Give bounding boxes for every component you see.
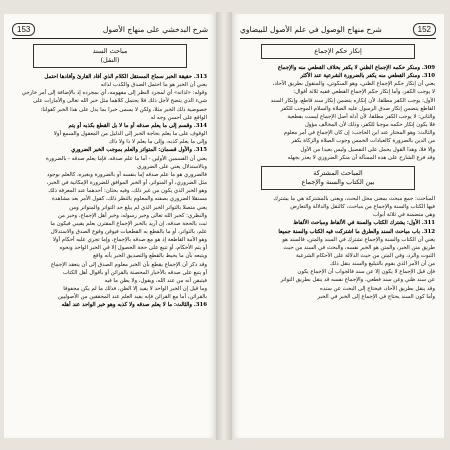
text-line: الوقوف على ما يعلم بحاجة الخبر إلى الدليل من المعقول والسمع أولا — [53, 131, 207, 138]
text-line: فلا يكون إنكار حكمه موجبا للكفر، وذلك لأن المخالف مؤول — [304, 122, 435, 129]
right-page-header-title: شرح منهاج الوصول في علم الأصول للبيضاوي — [240, 24, 382, 34]
text-line: وقوله: «لذاته» أي لمجرد النظر إلى مفهومه، أي بمجرده إذ بالإضافة إلى أمر خارجي — [21, 90, 207, 97]
text-line: خصوصية ذلك الخبر مثلا، ولكن لا يسمى خبرا بما يدل على هذا الخبر كقولنا: — [40, 106, 207, 113]
text-line: فإن قيل الإجماع لا يكون إلا عن سند فالجواب أن الإجماع يكون — [297, 269, 435, 276]
text-line: والثالث: وهو المختار عند ابن الحاجب: إن كان الإجماع في أمر معلوم — [283, 130, 435, 137]
text-line: يعني أن إنكار حكم الإجماع الظني، وهو السكوتي، والمنقول بطريق الآحاد، — [272, 81, 435, 88]
text-line: فالضروري هو ما علم صدقه إما بنفسه أو بالضرورة وبغيره، كالعلم بوجود — [46, 171, 207, 178]
text-line: أو يتم الأحكام، أو تتبع على حجة الحصول إلا في الخبر الواحد ونحوه — [59, 245, 207, 252]
right-text-block-b — [241, 195, 435, 301]
text-line: 313. حقيقة الخبر سماع المستقل الكلام الذي أفاد القارئ وأفادها احتمل — [44, 74, 207, 80]
text-line: 309. ومنكر حكمه الإجماع الظني لا يكفر بخلاف القطعي منه والإجماع — [277, 65, 435, 71]
text-line: وهي متضمنة في ثلاثة أبواب — [372, 212, 435, 219]
text-line: وهو الخبر الذي يكون من غير ذلك، وفيه بحثان: أحدهما عند المعرفة ذلك — [48, 188, 207, 195]
section-heading-line: إنكار حكم الإجماع — [314, 47, 362, 55]
section-heading-box — [261, 166, 414, 190]
text-line: وقد فرع الشارح على هذه المسألة أن منكر الضروري لا يعذر بجهله — [287, 154, 435, 161]
text-line: القاطع يتضمن إنكار صدق الرسول عليه الصلاة والسلام الموجب للكفر — [280, 105, 435, 112]
book-gutter — [216, 12, 232, 440]
text-line: مثل الضروري، أو المتواتر، أو الخبر الموافق للضرورة الإمكانية في الخبر، — [46, 180, 207, 187]
section-heading-line: مباحث السند — [92, 47, 128, 55]
right-page — [232, 14, 444, 438]
text-line: ويتبعه بأن ما يحيط بالقطع والتصديق الخبر بأنه واقع — [93, 253, 207, 260]
section-heading-line: المباحث المشتركة — [313, 168, 363, 177]
text-line: وهو الأمة القاطعة إذ هو مع صدقه بالإجماع، وإما تجري عليه أحكام أولا — [52, 237, 207, 244]
text-line: يعني أن القسمين الأولين - أما ما علم صدقه، فإما يعلم صدقه - بالضرورة — [46, 155, 207, 162]
section-heading-line: (النقل) — [100, 56, 120, 64]
section-heading-box — [261, 44, 414, 59]
text-line: وما قيل إن الخبر الواحد لا يفيد إلا الظن، فذلك ما لم يكن محفوفا — [63, 286, 207, 293]
left-page — [4, 14, 216, 438]
text-line: 310. ومنكر القطعي منه يكفر بالضرورة الشرعية عند الأكثر — [300, 73, 435, 80]
text-line: شيء الذي يتضح لأجل ذلك فلا يحتمل كلاهما مثل خبر الله تعالى والأمارات على — [33, 98, 207, 105]
text-line: أو يتبع على صدقه بالأخبار المحصنة بالقرائن أو بأقوال أهل الكتاب — [62, 269, 207, 276]
text-line: مستقلا الضروري بصفته والمعلوم بالنظر ذلك، كقول الأمر بعد مشاهدة — [51, 196, 207, 203]
text-line: يعني متصلا بالتواتر الخبر الذي لم يبلغ حد التواتر والمتواتر ومن — [69, 204, 207, 211]
text-line: لا يوجب الكفر، وأما إنكار حكم الإجماع القطعي ففيه ثلاثة أقوال: — [293, 89, 435, 96]
text-line: 314. وقسم إلى ما يعلم صدقه أو ما لا بل القطع بكذبه أو يتم — [68, 122, 207, 129]
text-line: وأما كون السند يحتاج في الإجماع إلى الخبر في الخبر — [317, 293, 435, 300]
text-line: من الدين بالضرورة كالعبادات الخمس وجوب الصلاة والزكاة يكفر — [291, 138, 435, 145]
text-line: الأول: يوجب الكفر مطلقا، لأن إنكاره يتضمن إنكار سند قاطع، وإنكار السند — [270, 97, 435, 104]
text-line: يعني أن الكتاب والسنة والإجماع تشترك في السند والمتن، فالسند هو — [282, 236, 435, 243]
text-line: 316. والثالث: ما لا يعلم صدقه ولا كذبه وهو خبر الواحد عند أهله — [61, 302, 207, 309]
text-line: 315. والأول قسمان: المتواتر والعلم بموجب الخبر الضروري — [71, 147, 207, 154]
right-text-block-a — [241, 64, 435, 162]
right-page-number: 152 — [413, 23, 436, 36]
text-line: الثبوت والرد، وفي المتن من حيث الدلالة على الأحكام الشرعية — [295, 252, 435, 259]
text-line: 312. باب مباحث السند والطرق ما اشتركت فيه الكتاب والسنة جميعا — [278, 228, 435, 235]
left-page-number: 153 — [12, 23, 35, 36]
text-line: وإلا فلا، وهذا القول يحمل على التفصيل وليس بعيدا من الأول — [300, 146, 435, 153]
text-line: المباحث: جمع مبحث بمعنى محل البحث، ويعنى بالمشتركة هي ما يشترك — [273, 195, 435, 202]
section-heading-box — [33, 44, 186, 68]
section-heading-line: بين الكتاب والسنة والإجماع — [301, 177, 375, 186]
text-line: فيها الكتاب والسنة والإجماع من مباحث، كالنقل والدلالة والتعارض — [290, 204, 435, 211]
text-line: طريق متن الخبر، والمتن هو الخبر نفسه، والبحث في السند من حيث — [283, 244, 435, 251]
left-text-block — [13, 73, 207, 310]
text-line: فيتيقن أنه من عند الله، ويقول، ولا يظن ما فيه — [104, 277, 207, 284]
right-page-body — [241, 44, 435, 432]
text-line: بالقرائن، أما مع القرائن فإنه يفيد العلم عند المحققين من الأصوليين — [57, 294, 207, 301]
text-line: 311. الأول: يشترك الكتاب والسنة في الألفاظ ومباحث الألفاظ — [293, 220, 435, 227]
text-line: والنظري: كخبر الله تعالى وخبر رسوله، وخبر أهل الإجماع، وخبر من — [57, 212, 207, 219]
text-line: الواقع على أحسن وجه له — [150, 114, 207, 121]
text-line: عن سند ظني وعن سند قطعي، والإجماع نفسه قد ينقل بطريق التواتر — [280, 277, 435, 284]
text-line: وإلى ما يعلم كذبه، وإلى ما يعلم لا ذا ولا ذاك — [108, 139, 207, 146]
text-line: يعني أن الخبر هو ما احتمل الصدق والكذب لذاته — [100, 82, 207, 89]
text-line: وقد ينقل بطريق الآحاد، فيحتاج إلى البحث عن سنده — [320, 285, 435, 292]
text-line: وقد ذكر أن الإجماع يقطع بأن الخبر معلوم الصدق إلى أن ينعقد الإجماع — [50, 261, 207, 268]
text-line: من أن الأمر الذي يقوم بالتبليغ والسند بنقل ذلك — [330, 261, 435, 268]
left-page-body — [13, 44, 207, 432]
left-page-header-title: شرح البدخشي على منهاج الأصول — [102, 24, 208, 34]
text-line: ثبت بالحجة صدقه، إن أريد بالخبر الإجماع المقترن بعلم يقيني فيكون ما — [50, 220, 207, 227]
left-page-header — [12, 20, 208, 39]
text-line: علم، بالتواتر، أو ما بالقطع به القطعيات فيوقن وقوع الصدق والاستدلال — [50, 228, 207, 235]
text-line: والثاني: لا يوجب الكفر مطلقا، لأن أدلة أصل الإجماع ليست بقطعية — [287, 113, 435, 120]
right-page-header — [240, 20, 436, 39]
text-line: وبالاستدلال يعني على الضروري — [137, 163, 207, 170]
